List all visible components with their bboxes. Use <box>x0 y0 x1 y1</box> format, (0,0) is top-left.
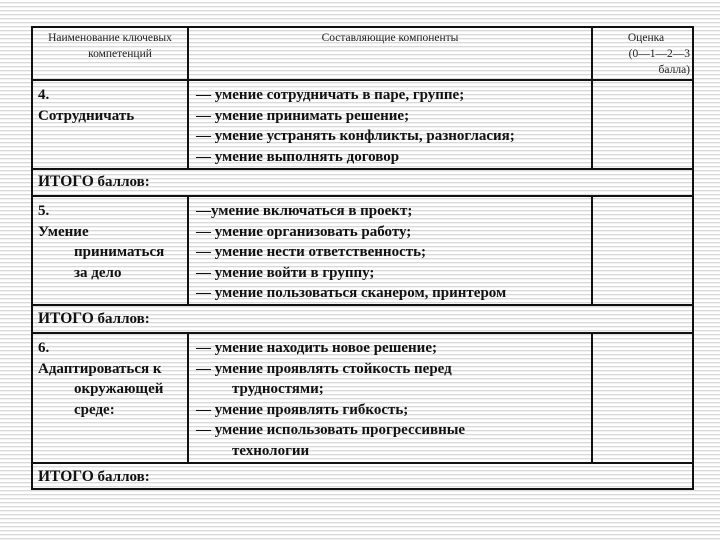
competency-name-5 <box>38 201 186 283</box>
row-divider <box>31 304 694 306</box>
column-divider <box>591 26 593 80</box>
competency-name-4 <box>38 85 186 126</box>
total-row-4 <box>38 172 150 192</box>
competency-title: Адаптироваться к <box>38 360 162 377</box>
total-label-rest: баллов: <box>93 469 150 485</box>
component-item: — умение пользоваться сканером, принтером <box>196 285 507 301</box>
component-item: — умение проявлять стойкость перед <box>196 360 452 377</box>
header-score-line3: балла) <box>658 64 690 76</box>
component-item: —умение включаться в проект; <box>196 203 413 219</box>
component-item: — умение выполнять договор <box>196 148 400 165</box>
component-item: — умение устранять конфликты, разногласия; <box>196 128 515 144</box>
component-item: — умение принимать решение; <box>196 107 410 124</box>
header-competency-name <box>34 30 186 62</box>
column-divider <box>187 26 189 80</box>
competency-title: Сотрудничать <box>38 107 135 124</box>
total-row-6 <box>38 467 150 487</box>
component-item: — умение сотрудничать в паре, группе; <box>196 87 465 103</box>
competency-title: среде: <box>74 401 115 418</box>
competency-title: за дело <box>74 264 122 281</box>
header-score <box>594 30 690 78</box>
header-score-line1: Оценка <box>627 32 665 44</box>
column-divider <box>187 80 189 169</box>
competency-title: Умение <box>38 223 89 240</box>
column-divider <box>591 80 593 169</box>
header-score-line2: (0—1—2—3 <box>628 48 690 60</box>
component-item-continuation: трудностями; <box>232 381 324 397</box>
component-item: — умение войти в группу; <box>196 264 375 281</box>
row-divider <box>31 462 694 464</box>
total-row-5 <box>38 309 150 329</box>
column-divider <box>591 333 593 463</box>
component-item: — умение нести ответственность; <box>196 244 427 260</box>
total-label-rest: баллов: <box>93 311 150 327</box>
column-divider <box>591 196 593 305</box>
score-input-4[interactable] <box>594 81 692 168</box>
total-label-strong: ИТОГО <box>38 468 94 485</box>
components-list-4 <box>196 85 590 167</box>
column-divider <box>187 196 189 305</box>
competency-number: 5. <box>38 203 50 219</box>
component-item: — умение организовать работу; <box>196 223 412 240</box>
total-label-strong: ИТОГО <box>38 173 94 190</box>
competency-title: приниматься <box>74 244 165 260</box>
components-list-6 <box>196 338 590 461</box>
header-competency-name-line1: Наименование ключевых <box>48 32 172 44</box>
components-list-5 <box>196 201 590 304</box>
total-label-rest: баллов: <box>93 174 150 190</box>
score-input-5[interactable] <box>594 197 692 304</box>
score-input-6[interactable] <box>594 334 692 462</box>
competency-name-6 <box>38 338 186 420</box>
header-components: Составляющие компоненты <box>321 32 459 44</box>
total-label-strong: ИТОГО <box>38 310 94 327</box>
competency-number: 6. <box>38 340 50 356</box>
competency-number: 4. <box>38 87 50 103</box>
row-divider <box>31 168 694 170</box>
header-competency-name-line2: компетенций <box>88 48 152 60</box>
component-item: — умение находить новое решение; <box>196 340 437 356</box>
component-item: — умение проявлять гибкость; <box>196 401 409 418</box>
competency-title: окружающей <box>74 381 164 397</box>
component-item-continuation: технологии <box>232 442 310 459</box>
column-divider <box>187 333 189 463</box>
component-item: — умение использовать прогрессивные <box>196 422 466 438</box>
